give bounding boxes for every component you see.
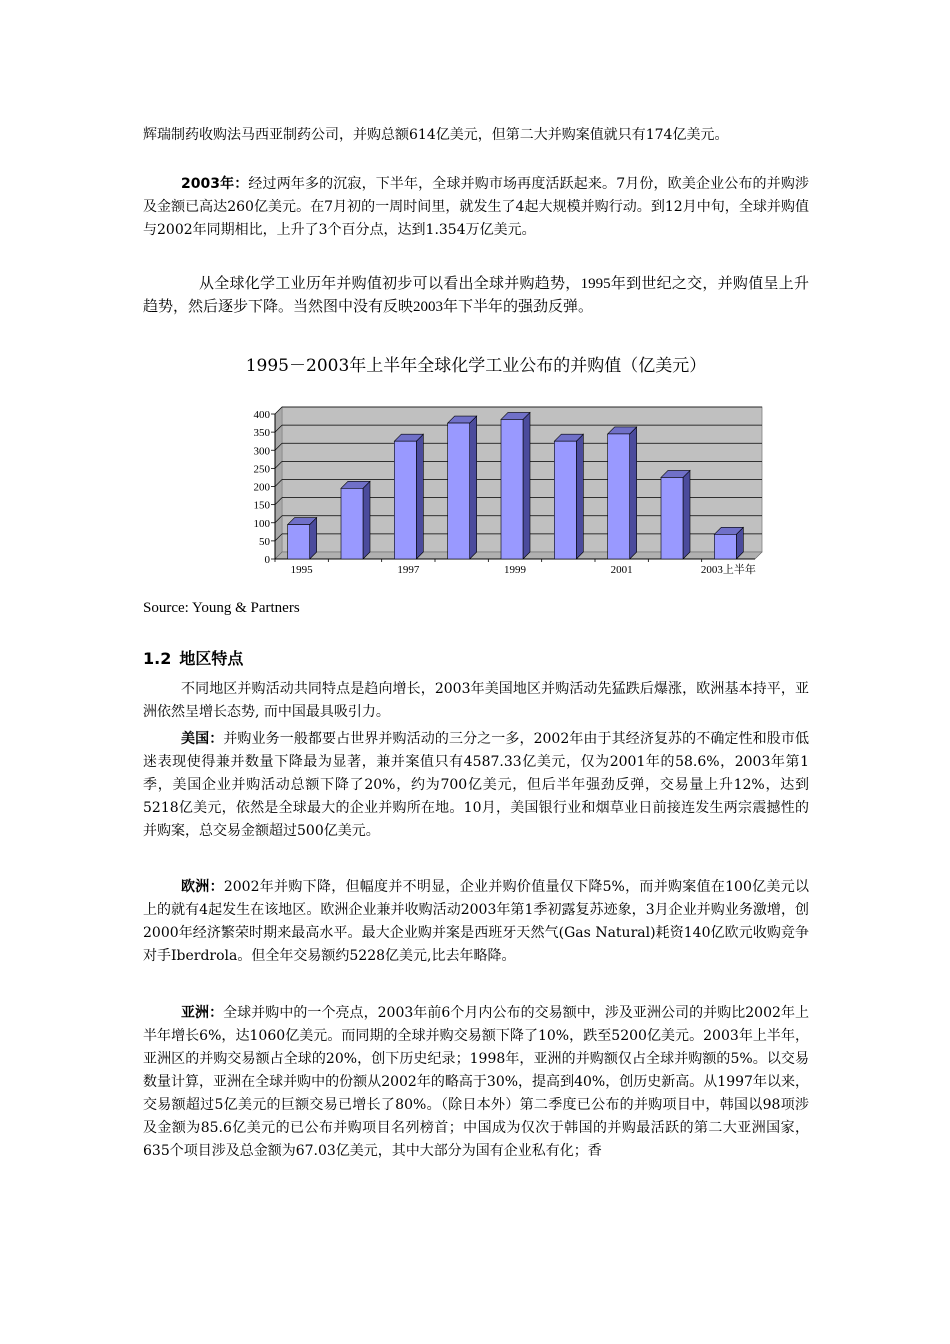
bar	[501, 419, 523, 559]
y-tick-label: 350	[253, 427, 270, 440]
bar-side	[470, 416, 477, 559]
x-tick-label: 2001	[610, 564, 633, 576]
bar-side	[683, 470, 690, 559]
paragraph-europe-text: 2002年并购下降，但幅度并不明显，企业并购价值量仅下降5%，而并购案值在100亿美元以上的就有4起发生在该地区。欧洲企业兼并收购活动2003年第1季初露复苏迹象，3月企业并购业务激增，创2000年经济繁荣时期来最高水平。最大企业购并案是西班牙天然气(Gas Natural)耗资140亿欧元收购竞争对手Iberdrola。但全年交易额约5228亿美元,比去年略降。	[143, 879, 809, 964]
bar-side	[576, 434, 583, 559]
paragraph-asia-lead: 亚洲：	[181, 1005, 224, 1021]
bar-side	[363, 481, 370, 559]
bar	[288, 525, 310, 559]
section-title: 地区特点	[179, 649, 244, 668]
paragraph-europe	[143, 876, 809, 968]
section-number: 1.2	[143, 649, 172, 668]
y-tick-label: 250	[253, 463, 270, 476]
paragraph-1: 辉瑞制药收购法马西亚制药公司，并购总额614亿美元，但第二大并购案值就只有174亿美元。	[143, 127, 729, 143]
source-note: Source: Young & Partners	[143, 600, 300, 616]
section-heading	[143, 646, 251, 669]
paragraph-usa-text: 并购业务一般都要占世界并购活动的三分之一多，2002年由于其经济复苏的不确定性和股市低迷表现使得兼并数量下降最为显著，兼并案值只有4587.33亿美元，仅为2001年的58.6%，2003年第1季，美国企业并购活动总额下降了20%，约为700亿美元，但后半年强劲反弹，交易量上升12%，达到5218亿美元，依然是全球最大的企业并购所在地。10月，美国银行业和烟草业日前接连发生两宗震撼性的并购案，总交易金额超过500亿美元。	[143, 731, 809, 839]
bar-side	[523, 412, 530, 559]
chart-title: 1995－2003年上半年全球化学工业公布的并购值（亿美元）	[245, 356, 707, 376]
bar	[661, 477, 683, 559]
y-tick-label: 50	[259, 535, 270, 548]
y-tick-label: 150	[253, 499, 270, 512]
bar-side	[630, 427, 637, 559]
paragraph-europe-lead: 欧洲：	[181, 879, 224, 895]
paragraph-intro: 不同地区并购活动共同特点是趋向增长，2003年美国地区并购活动先猛跌后爆涨，欧洲基本持平，亚洲依然呈增长态势, 而中国最具吸引力。	[143, 681, 809, 720]
x-tick-label: 2003上半年	[700, 564, 756, 576]
paragraph-usa-lead: 美国：	[181, 731, 224, 747]
paragraph-asia	[143, 1002, 809, 1163]
paragraph-asia-text: 全球并购中的一个亮点，2003年前6个月内公布的交易额中，涉及亚洲公司的并购比2002年上半年增长6%，达1060亿美元。而同期的全球并购交易额下降了10%，跌至5200亿美元。2003年上半年，亚洲区的并购交易额占全球的20%，创下历史纪录；1998年，亚洲的并购额仅占全球并购额的5%。以交易数量计算，亚洲在全球并购中的份额从2002年的略高于30%，提高到40%，创历史新高。从1997年以来，交易额超过5亿美元的巨额交易已增长了80%。（除日本外）第二季度已公布的并购项目中，韩国以98项涉及金额为85.6亿美元的已公布并购项目名列榜首；中国成为仅次于韩国的并购最活跃的第二大亚洲国家，635个项目涉及总金额为67.03亿美元，其中大部分为国有企业私有化；香	[143, 1005, 809, 1159]
paragraph-2003-text: 经过两年多的沉寂，下半年，全球并购市场再度活跃起来。7月份，欧美企业公布的并购涉及金额已高达260亿美元。在7月初的一周时间里，就发生了4起大规模并购行动。到12月中旬，全球并购值与2002年同期相比，上升了3个百分点，达到1.354万亿美元。	[143, 176, 809, 238]
paragraph-usa	[143, 728, 809, 843]
bar	[714, 534, 736, 559]
y-tick-label: 100	[253, 517, 270, 530]
paragraph-trend: 从全球化学工业历年并购值初步可以看出全球并购趋势，1995年到世纪之交，并购值呈上升趋势，然后逐步下降。当然图中没有反映2003年下半年的强劲反弹。	[143, 276, 809, 315]
y-tick-label: 200	[253, 481, 270, 494]
y-tick-label: 300	[253, 445, 270, 458]
bar	[341, 488, 363, 559]
y-tick-label: 0	[264, 554, 270, 566]
x-tick-label: 1995	[290, 564, 313, 576]
bar-chart	[240, 400, 775, 585]
paragraph-2003-lead: 2003年：	[181, 176, 249, 192]
bar-side	[416, 434, 423, 559]
bar	[448, 423, 470, 559]
bar	[608, 434, 630, 559]
y-tick-label: 400	[253, 409, 270, 421]
x-tick-label: 1999	[504, 564, 526, 576]
paragraph-2003	[143, 173, 809, 242]
x-tick-label: 1997	[397, 564, 420, 576]
bar	[394, 441, 416, 559]
bar	[554, 441, 576, 559]
